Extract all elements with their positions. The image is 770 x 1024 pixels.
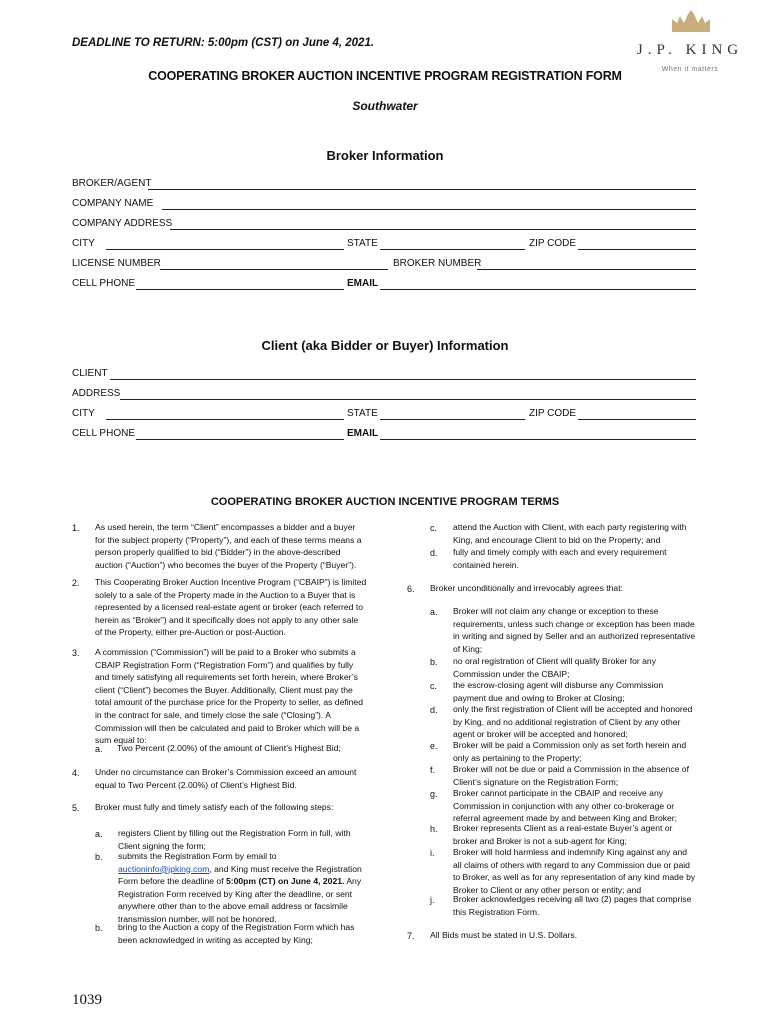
- company-address-row: [72, 218, 696, 232]
- broker-number-field[interactable]: [477, 269, 696, 270]
- term-6-item-letter: g.: [430, 789, 438, 799]
- term-6-item-letter: e.: [430, 741, 438, 751]
- client-email-label: EMAIL: [347, 428, 379, 439]
- term-3-text: A commission (“Commission”) will be paid to a Broker who submits a CBAIP Registration Form (“Registration Form”) and qualifies by fully and timely satisfying all requirements set forth herein, where Broker’s client (“Client”) becomes the Buyer. Additionally, Client must pay the total amount of the purchase price for the Property to seller, as defined in the contract for sale, and timely close the sale (“Closing”). A Commission will then be calculated and paid to Broker which will be a sum equal to:: [95, 647, 363, 746]
- license-number-label: LICENSE NUMBER: [72, 258, 161, 269]
- term-3a-text: Two Percent (2.00%) of the amount of Client’s Highest Bid;: [117, 743, 341, 753]
- client-state-field[interactable]: [380, 419, 525, 420]
- term-5b-deadline: 5:00pm (CT) on June 4, 2021.: [225, 876, 345, 887]
- term-6-item-text: the escrow-closing agent will disburse any Commission payment due and owing to Broker at Closing;: [453, 680, 664, 703]
- term-6-item-text: Broker will not be due or paid a Commission in the absence of Client’s signature on the Registration Form;: [453, 764, 689, 787]
- page-number: 1039: [72, 992, 102, 1008]
- term-6-item-text: Broker will be paid a Commission only as set forth herein and only as pertaining to the Property;: [453, 740, 687, 763]
- term-5a-letter: a.: [95, 829, 103, 839]
- term-2-text: This Cooperating Broker Auction Incentive Program (“CBAIP”) is limited solely to a sale of the Property made in the Auction to a Buyer that is represented by a licensed real-estate agent or broker (each referred to herein as “Broker”) and it specifically does not apply to any other sale of the Property, either pre-Auction or post-Auction.: [95, 577, 367, 638]
- company-name-label: COMPANY NAME: [72, 198, 154, 209]
- company-address-label: COMPANY ADDRESS: [72, 218, 173, 229]
- term-7-number: 7.: [407, 931, 415, 941]
- term-5-text: Broker must fully and timely satisfy each of the following steps:: [95, 802, 334, 812]
- term-6-item-text: only the first registration of Client will be accepted and honored by King, and no additional registration of Client by any other agent or broker will be accepted and honored;: [453, 704, 693, 740]
- term-1-number: 1.: [72, 523, 80, 533]
- company-name-row: [72, 198, 696, 212]
- logo-tagline: When it matters: [661, 66, 719, 73]
- term-2-number: 2.: [72, 578, 80, 588]
- logo-name: J.P. KING: [636, 42, 744, 58]
- term-5c-letter: b.: [95, 923, 103, 933]
- broker-agent-row: [72, 178, 696, 192]
- term-5e-letter: d.: [430, 548, 438, 558]
- client-label: CLIENT: [72, 368, 108, 379]
- term-6-item-text: Broker will not claim any change or exception to these requirements, unless such change or exception has been made in writing and signed by Seller and an authorized representative of King;: [453, 606, 696, 654]
- term-6-item-text: Broker will hold harmless and indemnify King against any and all claims of others with regard to any Commission due or paid to Broker, as well as for any representation of any kind made by Broker to Client or any other person or entity; and: [453, 847, 696, 895]
- client-city-row: [72, 408, 696, 422]
- client-email-field[interactable]: [380, 439, 696, 440]
- crown-icon: [672, 10, 710, 32]
- term-3-number: 3.: [72, 648, 80, 658]
- term-5b-post: Any Registration Form received by King after the deadline, or sent anywhere other than to the above email address or facsimile transmission number, will not be honored.: [118, 876, 362, 924]
- terms-title: COOPERATING BROKER AUCTION INCENTIVE PROGRAM TERMS: [210, 496, 560, 508]
- broker-state-label: STATE: [347, 238, 378, 249]
- client-cell-phone-label: CELL PHONE: [72, 428, 135, 439]
- broker-cell-phone-label: CELL PHONE: [72, 278, 135, 289]
- term-5b-pre: submits the Registration Form by email to: [118, 851, 277, 861]
- term-5-number: 5.: [72, 803, 80, 813]
- term-6-item-letter: f.: [430, 765, 436, 775]
- client-address-row: [72, 388, 696, 402]
- company-name-field[interactable]: [162, 209, 696, 210]
- client-row: [72, 368, 696, 382]
- term-6-item-letter: d.: [430, 705, 438, 715]
- term-6-item-letter: c.: [430, 681, 438, 691]
- term-6-item-letter: b.: [430, 657, 438, 667]
- term-5e-text: fully and timely comply with each and every requirement contained herein.: [453, 547, 667, 570]
- broker-agent-label: BROKER/AGENT: [72, 178, 152, 189]
- term-6-item-text: Broker acknowledges receiving all two (2) pages that comprise this Registration Form.: [453, 894, 692, 917]
- broker-cell-phone-field[interactable]: [136, 289, 344, 290]
- term-5b-mid: , and King must receive the Registration Form before the deadline of: [118, 863, 362, 887]
- term-6-item-letter: i.: [430, 848, 435, 858]
- term-1-text: As used herein, the term “Client” encompasses a bidder and a buyer for the subject property (“Property”), and each of these terms means a person properly qualified to bid (“Bidder”) in the above-described auction (“Auction”) who becomes the buyer of the Property (“Buyer”).: [95, 522, 362, 570]
- broker-city-row: [72, 238, 696, 252]
- term-5d-text: attend the Auction with Client, with each party registering with King, and encourage Client to bid on the Property; and: [453, 522, 687, 545]
- term-6-item-letter: h.: [430, 824, 438, 834]
- broker-section-title: Broker Information: [326, 148, 444, 163]
- client-zip-label: ZIP CODE: [529, 408, 577, 419]
- client-cell-phone-field[interactable]: [136, 439, 344, 440]
- property-name: Southwater: [352, 99, 418, 113]
- client-section-title: Client (aka Bidder or Buyer) Information: [261, 338, 509, 353]
- term-5d-letter: c.: [430, 523, 438, 533]
- term-3a-letter: a.: [95, 744, 103, 754]
- client-city-field[interactable]: [106, 419, 344, 420]
- term-6-number: 6.: [407, 584, 415, 594]
- deadline-notice: DEADLINE TO RETURN: 5:00pm (CST) on June 4, 2021.: [72, 37, 375, 49]
- client-address-label: ADDRESS: [72, 388, 121, 399]
- client-city-label: CITY: [72, 408, 95, 419]
- auction-email-link[interactable]: auctioninfo@jpking.com: [118, 863, 210, 874]
- term-6-text: Broker unconditionally and irrevocably agrees that:: [430, 583, 623, 593]
- broker-city-field[interactable]: [106, 249, 344, 250]
- broker-zip-field[interactable]: [578, 249, 696, 250]
- license-row: [72, 258, 696, 272]
- term-5b-letter: b.: [95, 852, 103, 862]
- client-zip-field[interactable]: [578, 419, 696, 420]
- broker-city-label: CITY: [72, 238, 95, 249]
- term-5c-text: bring to the Auction a copy of the Registration Form which has been acknowledged in writing as accepted by King;: [118, 922, 355, 945]
- term-5a-text: registers Client by filling out the Registration Form in full, with Client signing the form;: [118, 828, 351, 851]
- broker-agent-field[interactable]: [148, 189, 696, 190]
- client-phone-row: [72, 428, 696, 442]
- term-7-text: All Bids must be stated in U.S. Dollars.: [430, 930, 578, 940]
- broker-phone-row: [72, 278, 696, 292]
- term-6-item-text: Broker cannot participate in the CBAIP and receive any Commission in conjunction with any other co-brokerage or referral agreement made by and between King and Broker;: [453, 788, 678, 824]
- client-state-label: STATE: [347, 408, 378, 419]
- broker-state-field[interactable]: [380, 249, 525, 250]
- term-6-item-letter: a.: [430, 607, 438, 617]
- form-title: COOPERATING BROKER AUCTION INCENTIVE PROGRAM REGISTRATION FORM: [148, 69, 622, 83]
- term-6-item-text: Broker represents Client as a real-estate Buyer’s agent or broker and Broker is not a sub-agent for King;: [453, 823, 673, 846]
- broker-number-label: BROKER NUMBER: [393, 258, 482, 269]
- company-address-field[interactable]: [170, 229, 696, 230]
- license-number-field[interactable]: [160, 269, 388, 270]
- client-field[interactable]: [110, 379, 696, 380]
- term-4-text: Under no circumstance can Broker’s Commission exceed an amount equal to Two Percent (2.00%) of Client’s Highest Bid.: [95, 767, 357, 790]
- term-4-number: 4.: [72, 768, 80, 778]
- client-address-field[interactable]: [120, 399, 696, 400]
- term-6-item-letter: j.: [430, 895, 435, 905]
- term-6-item-text: no oral registration of Client will qualify Broker for any Commission under the CBAIP;: [453, 656, 656, 679]
- broker-zip-label: ZIP CODE: [529, 238, 577, 249]
- broker-email-label: EMAIL: [347, 278, 379, 289]
- term-5b-text: [118, 850, 366, 926]
- broker-email-field[interactable]: [380, 289, 696, 290]
